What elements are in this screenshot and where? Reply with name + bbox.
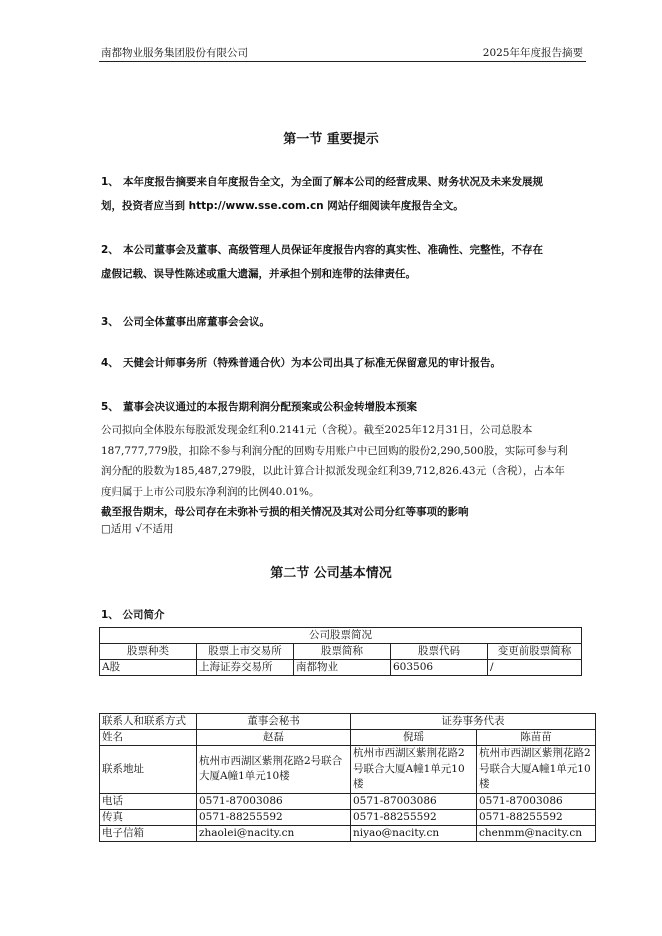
stock-header-type: 股票种类 xyxy=(100,644,197,660)
stock-cell-type: A股 xyxy=(100,660,197,676)
stock-cell-short-name: 南都物业 xyxy=(294,660,391,676)
contact-header-securities-rep: 证券事务代表 xyxy=(351,714,596,730)
deficit-title: 截至报告期末，母公司存在未弥补亏损的相关情况及其对公司分红等事项的影响 xyxy=(101,506,469,518)
stock-table xyxy=(99,627,582,676)
deficit-choice: □适用 √不适用 xyxy=(101,523,174,535)
header-company: 南都物业服务集团股份有限公司 xyxy=(101,47,248,59)
stock-cell-exchange: 上海证券交易所 xyxy=(197,660,294,676)
contact-address-rep2: 杭州市西湖区紫荆花路2号联合大厦A幢1单元10楼 xyxy=(477,746,596,794)
item-3 xyxy=(101,310,585,334)
dividend-paragraph xyxy=(101,420,585,502)
contact-name-rep1: 倪瑶 xyxy=(351,730,477,746)
dividend-line: 187,777,779股，扣除不参与利润分配的回购专用账户中已回购的股份2,290,500股，实际可参与利 xyxy=(101,444,568,457)
item-number: 4、 xyxy=(101,357,119,369)
item-line: 划，投资者应当到 http://www.sse.com.cn 网站仔细阅读年度报告全文。 xyxy=(101,200,464,212)
contact-fax-label: 传真 xyxy=(100,809,197,825)
item-2 xyxy=(101,238,585,286)
contact-tel-label: 电话 xyxy=(100,793,197,809)
contact-address-board: 杭州市西湖区紫荆花路2号联合大厦A幢1单元10楼 xyxy=(197,746,351,794)
section2-title: 第二节 公司基本情况 xyxy=(270,566,392,581)
stock-cell-former-name: / xyxy=(488,660,582,676)
contact-name-label: 姓名 xyxy=(100,730,197,746)
contact-email-board: zhaolei@nacity.cn xyxy=(197,825,351,841)
contact-tel-rep2: 0571-87003086 xyxy=(477,793,596,809)
item-line: 本公司董事会及董事、高级管理人员保证年度报告内容的真实性、准确性、完整性，不存在 xyxy=(123,244,543,256)
item-line: 天健会计师事务所（特殊普通合伙）为本公司出具了标准无保留意见的审计报告。 xyxy=(123,357,501,369)
header-rule xyxy=(99,61,586,62)
contact-email-rep2: chenmm@nacity.cn xyxy=(477,825,596,841)
contact-tel-rep1: 0571-87003086 xyxy=(351,793,477,809)
contact-header-label: 联系人和联系方式 xyxy=(100,714,197,730)
item-line: 本年度报告摘要来自年度报告全文，为全面了解本公司的经营成果、财务状况及未来发展规 xyxy=(123,176,543,188)
dividend-line: 度归属于上市公司股东净利润的比例40.01%。 xyxy=(101,485,320,498)
dividend-line: 润分配的股数为185,487,279股，以此计算合计拟派发现金红利39,712,826.43元（含税），占本年 xyxy=(101,465,565,477)
dividend-line: 公司拟向全体股东每股派发现金红利0.2141元（含税）。截至2025年12月31日，公司总股本 xyxy=(101,424,533,436)
stock-header-former-name: 变更前股票简称 xyxy=(488,644,582,660)
company-profile-heading: 1、 公司简介 xyxy=(101,609,165,621)
contact-table xyxy=(99,713,596,842)
stock-cell-code: 603506 xyxy=(391,660,488,676)
contact-name-board: 赵磊 xyxy=(197,730,351,746)
contact-email-rep1: niyao@nacity.cn xyxy=(351,825,477,841)
contact-email-label: 电子信箱 xyxy=(100,825,197,841)
item-1 xyxy=(101,170,585,218)
stock-header-code: 股票代码 xyxy=(391,644,488,660)
stock-header-exchange: 股票上市交易所 xyxy=(197,644,294,660)
item-number: 3、 xyxy=(101,316,119,328)
item-5 xyxy=(101,395,585,419)
item-number: 5、 xyxy=(101,401,119,413)
item-4 xyxy=(101,351,585,375)
contact-name-rep2: 陈苗苗 xyxy=(477,730,596,746)
stock-header-short-name: 股票简称 xyxy=(294,644,391,660)
contact-address-label: 联系地址 xyxy=(100,746,197,794)
contact-fax-rep1: 0571-88255592 xyxy=(351,809,477,825)
stock-table-caption: 公司股票简况 xyxy=(100,628,582,644)
contact-fax-rep2: 0571-88255592 xyxy=(477,809,596,825)
item-line: 公司全体董事出席董事会会议。 xyxy=(123,316,270,328)
section1-title: 第一节 重要提示 xyxy=(283,132,379,147)
item-number: 2、 xyxy=(101,244,119,256)
header-report-title: 2025年年度报告摘要 xyxy=(482,47,583,59)
contact-fax-board: 0571-88255592 xyxy=(197,809,351,825)
item-line: 董事会决议通过的本报告期利润分配预案或公积金转增股本预案 xyxy=(123,401,417,413)
item-number: 1、 xyxy=(101,176,119,188)
contact-tel-board: 0571-87003086 xyxy=(197,793,351,809)
item-line: 虚假记载、误导性陈述或重大遗漏，并承担个别和连带的法律责任。 xyxy=(101,268,416,280)
contact-header-board-secretary: 董事会秘书 xyxy=(197,714,351,730)
contact-address-rep1: 杭州市西湖区紫荆花路2号联合大厦A幢1单元10楼 xyxy=(351,746,477,794)
